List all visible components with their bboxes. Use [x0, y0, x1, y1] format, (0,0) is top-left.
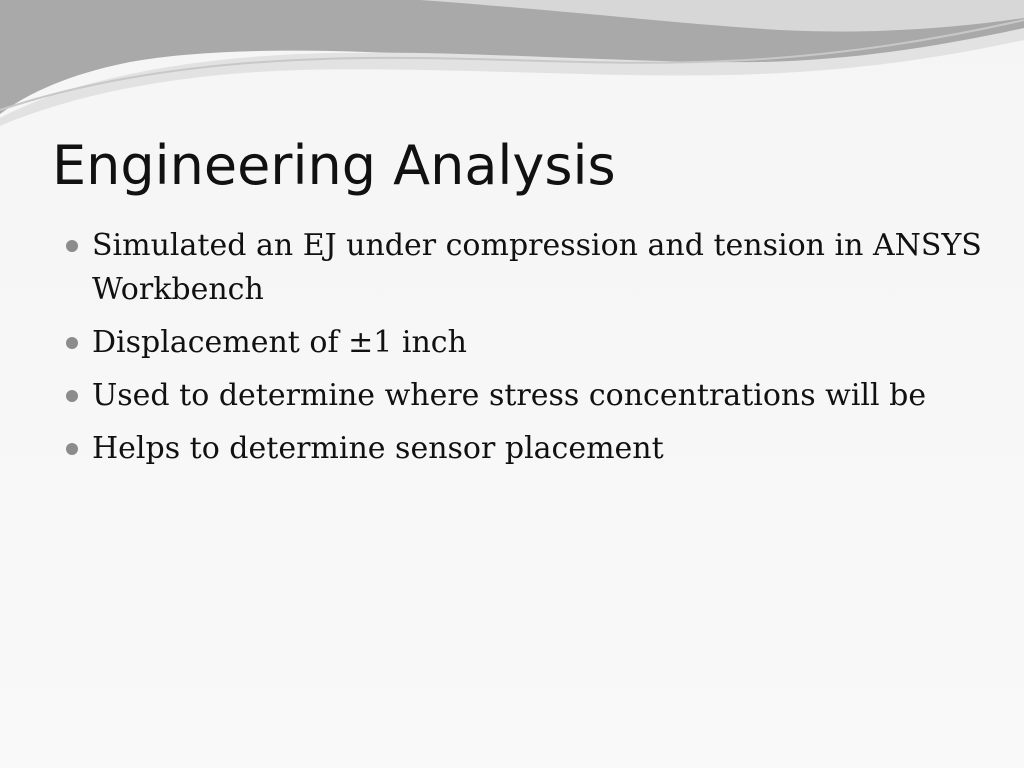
bullet-dot-icon: [66, 443, 78, 455]
bullet-text: Displacement of ±1 inch: [92, 325, 467, 360]
bullet-item: [64, 224, 984, 312]
bullet-text: Used to determine where stress concentrations will be: [92, 378, 927, 413]
bullet-item: [64, 321, 984, 365]
bullet-text: Simulated an EJ under compression and tension in ANSYS Workbench: [92, 228, 982, 307]
bullet-text: Helps to determine sensor placement: [92, 431, 664, 466]
bullet-item: [64, 374, 984, 418]
bullet-dot-icon: [66, 240, 78, 252]
bullet-item: [64, 427, 984, 471]
decorative-swoosh: [0, 0, 1024, 130]
bullet-dot-icon: [66, 337, 78, 349]
bullet-list: [64, 224, 984, 480]
slide-title: Engineering Analysis: [52, 134, 616, 197]
bullet-dot-icon: [66, 390, 78, 402]
